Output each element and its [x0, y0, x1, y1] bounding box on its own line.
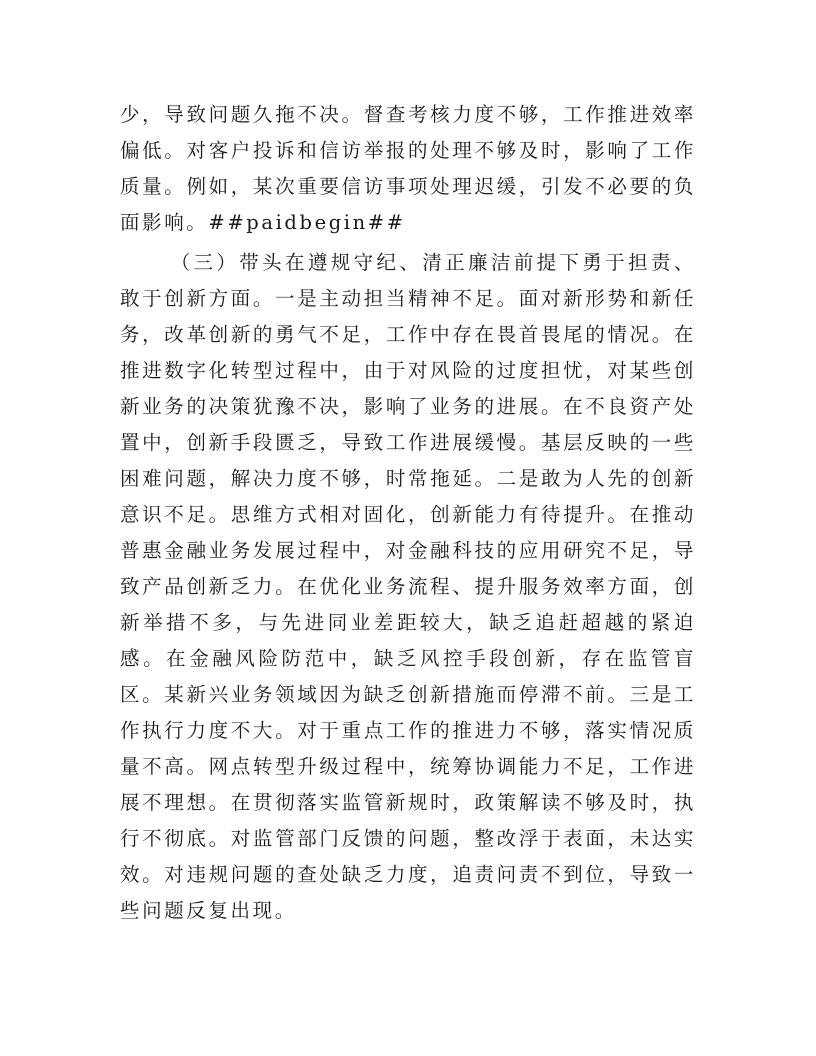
document-body — [120, 97, 696, 929]
paragraph-section-three: （三）带头在遵规守纪、清正廉洁前提下勇于担责、敢于创新方面。一是主动担当精神不足。面对新形势和新任务，改革创新的勇气不足，工作中存在畏首畏尾的情况。在推进数字化转型过程中，由于对风险的过度担忧，对某些创新业务的决策犹豫不决，影响了业务的进展。在不良资产处置中，创新手段匮乏，导致工作进展缓慢。基层反映的一些困难问题，解决力度不够，时常拖延。二是敢为人先的创新意识不足。思维方式相对固化，创新能力有待提升。在推动普惠金融业务发展过程中，对金融科技的应用研究不足，导致产品创新乏力。在优化业务流程、提升服务效率方面，创新举措不多，与先进同业差距较大，缺乏追赶超越的紧迫感。在金融风险防范中，缺乏风控手段创新，存在监管盲区。某新兴业务领域因为缺乏创新措施而停滞不前。三是工作执行力度不大。对于重点工作的推进力不够，落实情况质量不高。网点转型升级过程中，统筹协调能力不足，工作进展不理想。在贯彻落实监管新规时，政策解读不够及时，执行不彻底。对监管部门反馈的问题，整改浮于表面，未达实效。对违规问题的查处缺乏力度，追责问责不到位，导致一些问题反复出现。 — [120, 251, 696, 922]
paragraph-continuation: 少，导致问题久拖不决。督查考核力度不够，工作推进效率偏低。对客户投诉和信访举报的处理不够及时，影响了工作质量。例如，某次重要信访事项处理迟缓，引发不必要的负面影响。##paidbegin## — [120, 103, 696, 234]
